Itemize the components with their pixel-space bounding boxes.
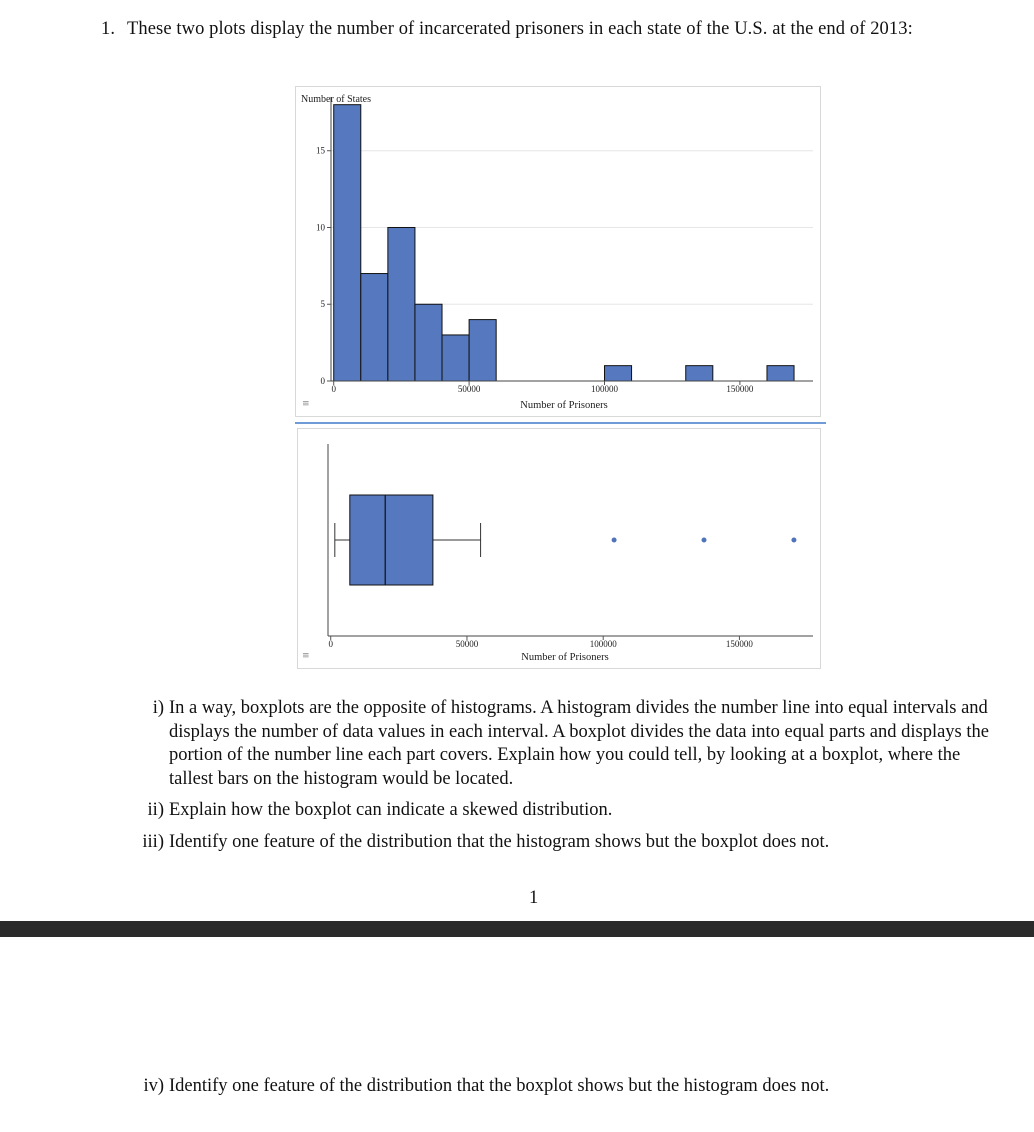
boxplot-x-tick-label: 0	[328, 639, 333, 649]
histogram-y-tick-label: 15	[316, 145, 325, 156]
boxplot-outlier-point	[791, 538, 796, 543]
boxplot-panel	[297, 428, 821, 669]
boxplot-chart	[298, 429, 820, 668]
histogram-bar	[604, 366, 631, 381]
question-label: iii)	[142, 831, 164, 852]
boxplot-x-axis-label: Number of Prisoners	[521, 652, 609, 663]
question-list	[134, 697, 998, 862]
question-label: ii)	[147, 800, 164, 820]
histogram-y-tick-label: 0	[320, 376, 325, 386]
histogram-bar	[415, 304, 442, 381]
histogram-y-ticks	[316, 146, 331, 386]
page-break-bar	[0, 921, 1034, 937]
problem-1	[101, 18, 996, 41]
histogram-x-tick-label: 150000	[726, 384, 754, 394]
histogram-x-tick-label: 100000	[590, 384, 618, 394]
question-i	[134, 697, 998, 791]
panel-separator	[295, 422, 826, 424]
histogram-bar	[686, 366, 713, 381]
question-text: In a way, boxplots are the opposite of histograms. A histogram divides the number line into equal intervals and displays the number of data values in each interval. A boxplot divides the data into equal parts and displays the portion of the number line each part covers. Explain how you could tell, by looking at a boxplot, where the tallest bars on the histogram would be located.	[169, 698, 989, 789]
histogram-bar	[469, 320, 496, 381]
problem-number: 1.	[101, 19, 116, 39]
page-number: 1	[529, 888, 539, 908]
boxplot-outliers	[612, 538, 797, 543]
histogram-y-tick-label: 10	[316, 222, 325, 233]
boxplot-x-tick-label: 50000	[455, 639, 479, 649]
histogram-panel-grip-icon[interactable]: ≡	[302, 399, 310, 409]
boxplot-panel-grip-icon[interactable]: ≡	[302, 651, 310, 661]
histogram-x-tick-label: 0	[331, 384, 336, 394]
histogram-x-axis-label: Number of Prisoners	[520, 400, 608, 411]
histogram-panel	[295, 86, 821, 417]
question-text: Identify one feature of the distribution that the boxplot shows but the histogram does not.	[169, 1076, 830, 1096]
histogram-bars	[334, 105, 794, 381]
question-text: Identify one feature of the distribution that the histogram shows but the boxplot does not.	[169, 831, 830, 852]
question-iii	[134, 831, 998, 855]
boxplot-box	[350, 495, 433, 585]
boxplot-x-tick-label: 150000	[725, 639, 753, 649]
question-label: i)	[152, 698, 164, 718]
question-ii	[134, 799, 998, 823]
histogram-y-tick-label: 5	[320, 299, 325, 310]
histogram-x-ticks	[331, 381, 753, 394]
histogram-bar	[361, 274, 388, 381]
boxplot-outlier-point	[702, 538, 707, 543]
next-page-question-list	[134, 1075, 998, 1107]
problem-stem: These two plots display the number of incarcerated prisoners in each state of the U.S. at the end of 2013:	[127, 19, 913, 39]
histogram-bar	[442, 335, 469, 381]
histogram-x-tick-label: 50000	[457, 384, 481, 394]
boxplot-outlier-point	[612, 538, 617, 543]
histogram-bar	[334, 105, 361, 381]
histogram-chart	[296, 87, 820, 416]
histogram-bar	[767, 366, 794, 381]
question-text: Explain how the boxplot can indicate a skewed distribution.	[169, 800, 613, 820]
question-label: iv)	[143, 1076, 164, 1096]
question-iv	[134, 1075, 998, 1099]
boxplot-x-ticks	[328, 636, 753, 649]
boxplot-x-tick-label: 100000	[589, 639, 617, 649]
histogram-y-axis-label: Number of States	[301, 94, 371, 105]
boxplot-body	[335, 495, 481, 585]
histogram-bar	[388, 227, 415, 381]
